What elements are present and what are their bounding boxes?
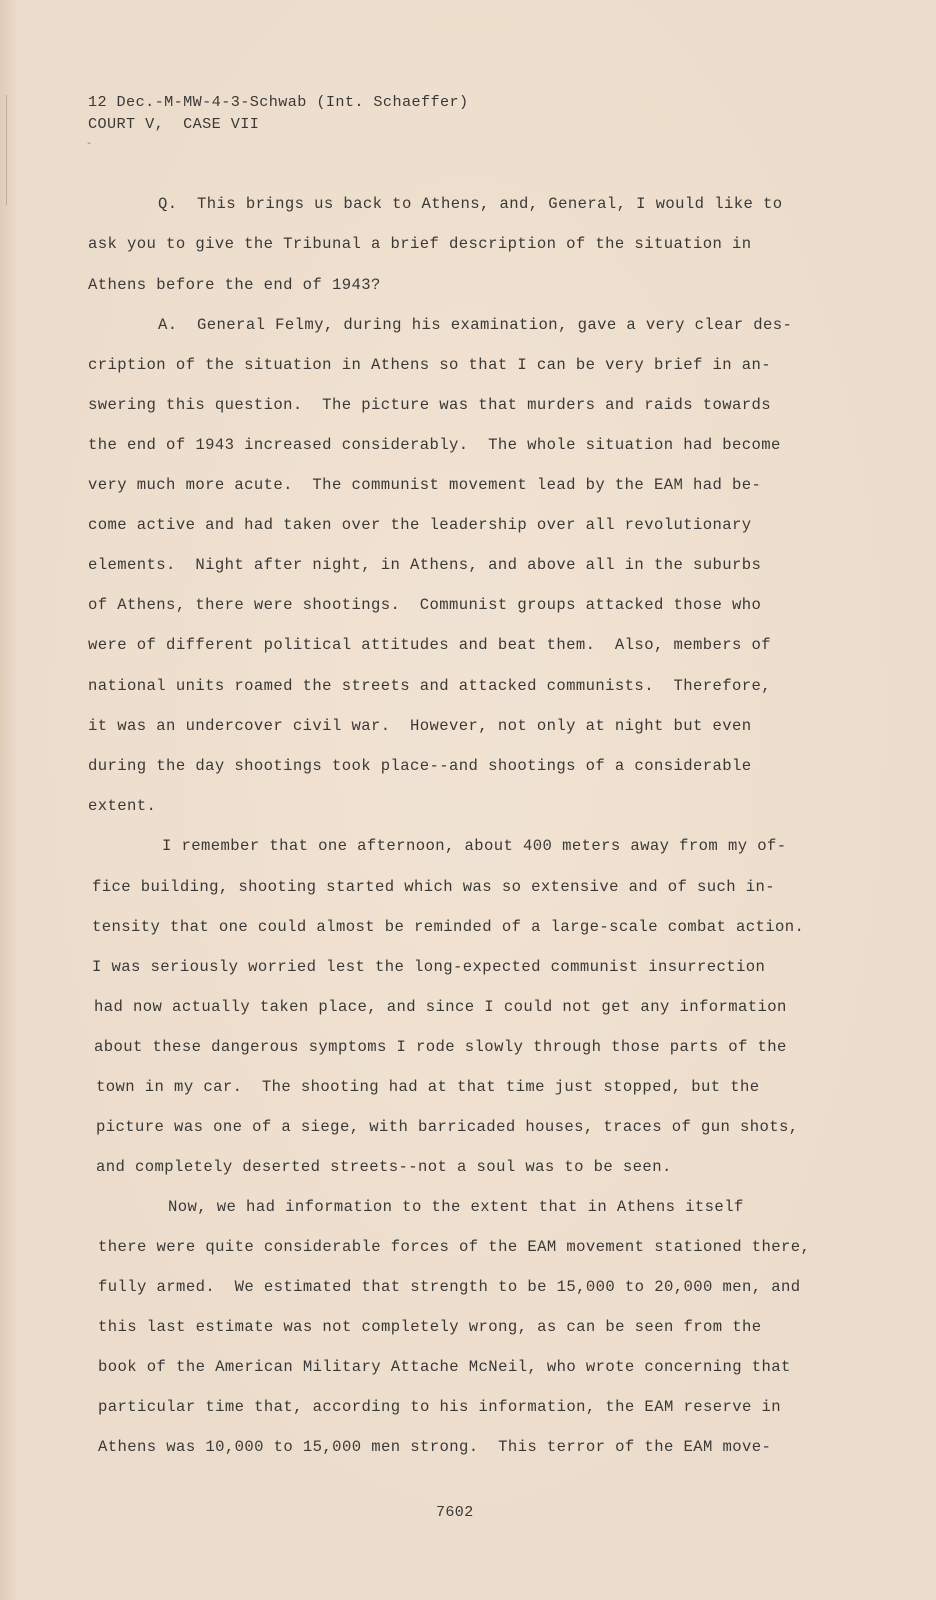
header-session-line: 12 Dec.-M-MW-4-3-Schwab (Int. Schaeffer): [88, 93, 469, 111]
transcript-line: I remember that one afternoon, about 400 meters away from my of-: [162, 837, 787, 855]
transcript-line: and completely deserted streets--not a soul was to be seen.: [96, 1158, 672, 1176]
transcript-line: particular time that, according to his information, the EAM reserve in: [98, 1398, 782, 1416]
transcript-line: it was an undercover civil war. However, not only at night but even: [88, 717, 752, 735]
transcript-line: very much more acute. The communist movement lead by the EAM had be-: [88, 476, 762, 494]
transcript-line: I was seriously worried lest the long-expected communist insurrection: [92, 958, 766, 976]
transcript-line: ask you to give the Tribunal a brief description of the situation in: [88, 235, 752, 253]
header-dash-mark: -: [86, 139, 93, 150]
transcript-line: there were quite considerable forces of the EAM movement stationed there,: [98, 1238, 811, 1256]
transcript-line: cription of the situation in Athens so that I can be very brief in an-: [88, 356, 772, 374]
transcript-line: Athens before the end of 1943?: [88, 276, 381, 294]
transcript-line: national units roamed the streets and attacked communists. Therefore,: [88, 677, 772, 695]
transcript-line: had now actually taken place, and since I could not get any information: [94, 998, 787, 1016]
transcript-line: the end of 1943 increased considerably. The whole situation had become: [88, 436, 781, 454]
transcript-line: Now, we had information to the extent that in Athens itself: [168, 1198, 744, 1216]
transcript-line: of Athens, there were shootings. Communist groups attacked those who: [88, 596, 762, 614]
transcript-line: this last estimate was not completely wrong, as can be seen from the: [98, 1318, 762, 1336]
transcript-line: during the day shootings took place--and shootings of a considerable: [88, 757, 752, 775]
header-court-case-line: COURT V, CASE VII: [88, 115, 260, 133]
transcript-line: town in my car. The shooting had at that time just stopped, but the: [96, 1078, 760, 1096]
transcript-line: A. General Felmy, during his examination, gave a very clear des-: [158, 316, 793, 334]
transcript-line: elements. Night after night, in Athens, and above all in the suburbs: [88, 556, 762, 574]
transcript-line: about these dangerous symptoms I rode slowly through those parts of the: [94, 1038, 787, 1056]
transcript-line: were of different political attitudes and beat them. Also, members of: [88, 636, 772, 654]
page-number: 7602: [436, 1504, 474, 1521]
transcript-line: come active and had taken over the leadership over all revolutionary: [88, 516, 752, 534]
transcript-line: Athens was 10,000 to 15,000 men strong. This terror of the EAM move-: [98, 1438, 772, 1456]
transcript-line: fully armed. We estimated that strength to be 15,000 to 20,000 men, and: [98, 1278, 801, 1296]
transcript-line: picture was one of a siege, with barricaded houses, traces of gun shots,: [96, 1118, 799, 1136]
transcript-line: Q. This brings us back to Athens, and, General, I would like to: [158, 195, 783, 213]
transcript-line: fice building, shooting started which was so extensive and of such in-: [92, 878, 776, 896]
transcript-line: swering this question. The picture was that murders and raids towards: [88, 396, 772, 414]
transcript-line: extent.: [88, 797, 157, 815]
transcript-line: book of the American Military Attache McNeil, who wrote concerning that: [98, 1358, 791, 1376]
transcript-line: tensity that one could almost be reminded of a large-scale combat action.: [92, 918, 805, 936]
